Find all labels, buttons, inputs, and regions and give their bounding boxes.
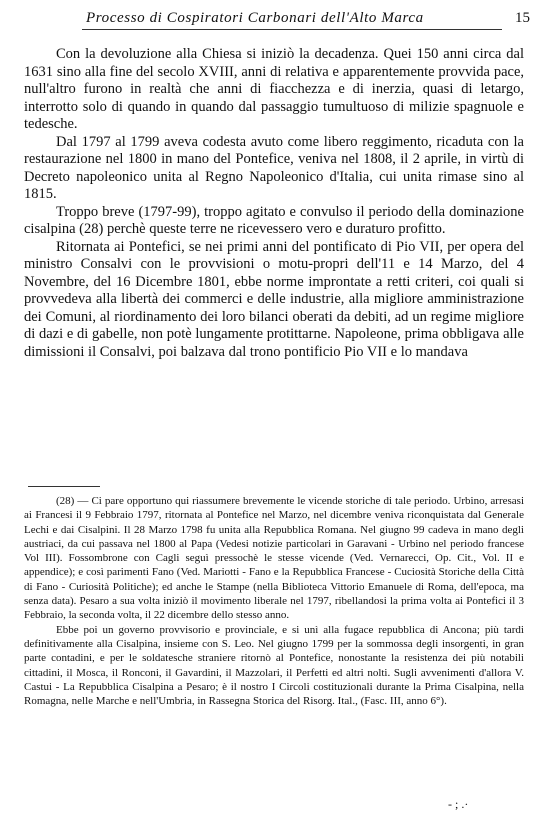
- page-number: 15: [515, 10, 530, 26]
- footer-mark: - ; .·: [448, 797, 469, 811]
- footnote-28: (28) — Ci pare opportuno qui riassumere brevemente le vicende storiche di tale periodo. Urbino, arresasi ai Francesi il 9 Febbraio 1797, ritornata al Pontefice nel Marzo, nel dicembre veniva riconquistata dal Generale Lechi e dai Cisalpini. Il 28 Marzo 1798 fu unita alla Repubblica Romana. Nel giugno 99 cadeva in mano degli austriaci, da cui passava nel 1800 al Papa (Vedesi notizie particolari in Garavani - Urbino nel periodo francese Vol III). Fossombrone con Cagli seguì pressochè le stesse vicende (Ved. Vernarecci, Op. Cit., Vol. II e appendice); e così parimenti Fano (Ved. Mariotti - Fano e la Repubblica Francese - Cuciosità Storiche della Città di Fano - Curiosità Politiche); ed anche le Stampe (nella Biblioteca Vittorio Emanuele di Roma, dell'epoca, ma senza data). Pesaro a sua volta iniziò il movimento liberale nel 1797, ribellandosi la prima volta ai Pontefici il 3 Febbraio, la seconda volta, il 22 dicembre dello stesso anno.: [24, 495, 524, 622]
- body-paragraph-2: Dal 1797 al 1799 aveva codesta avuto come libero reggimento, ricaduta con la restaurazione nel 1800 in mano del Pontefice, veniva nel 1808, il 2 aprile, in virtù di Decreto napoleonico unita al Regno Napoleonico d'Italia, cui unita rimase sino al 1815.: [24, 133, 524, 202]
- footnotes: [24, 494, 524, 708]
- body-paragraph-3: Troppo breve (1797-99), troppo agitato e convulso il periodo della dominazione cisalpina (28) perchè queste terre ne ricevessero vero e duraturo profitto.: [24, 203, 524, 237]
- footnote-separator: [28, 486, 100, 487]
- body-paragraph-1: Con la devoluzione alla Chiesa si iniziò la decadenza. Quei 150 anni circa dal 1631 sino alla fine del secolo XVIII, anni di relativa e apparentemente provvida pace, null'altro furono in realtà che anni di fiacchezza e di inerzia, quasi di letargo, interrotto solo di quando in quando dal passaggio tumultuoso di milizie spagnuole e tedesche.: [24, 46, 524, 132]
- header-rule: [82, 29, 502, 30]
- body-paragraph-4: Ritornata ai Pontefici, se nei primi anni del pontificato di Pio VII, per opera del ministro Consalvi con le provvisioni o motu-propri dell'11 e 14 Marzo, del 4 Novembre, del 16 Dicembre 1801, ebbe norme improntate a retti criteri, coi quali si provvedeva alla libertà dei commerci e delle industrie, alla migliore amministrazione dei Comuni, al riordinamento dei loro bilanci oberati da debiti, ad un regime migliore di dazi e di gabelle, non potè lungamente protittarne. Napoleone, prima obbligava alle dimissioni il Consalvi, poi balzava dal trono pontificio Pio VII e lo mandava: [24, 238, 524, 360]
- running-title: Processo di Cospiratori Carbonari dell'Alto Marca: [86, 10, 424, 26]
- main-text: [24, 46, 524, 361]
- footnote-28-continued: Ebbe poi un governo provvisorio e provinciale, e si unì alla fugace repubblica di Ancona; più tardi definitivamente alla Cisalpina, insieme con S. Leo. Nel giugno 1799 per la sommossa degli insorgenti, in gran parte contadini, e per le soldatesche straniere ritornò al Pontefice, nonostante la resistenza dei più notabili cittadini, il Mosca, il Ronconi, il Gavardini, il Mazzolari, il Perfetti ed altri nolti. Sugli avvenimenti d'allora V. Castui - La Repubblica Cisalpina a Pesaro; è il nostro I Circoli costituzionali durante la Prima Cisalpina, nella Romagna, nelle Marche e nell'Umbria, in Rassegna Storica del Risorg. Ital., (Fasc. III, anno 6°).: [24, 623, 524, 708]
- running-header: [60, 4, 532, 30]
